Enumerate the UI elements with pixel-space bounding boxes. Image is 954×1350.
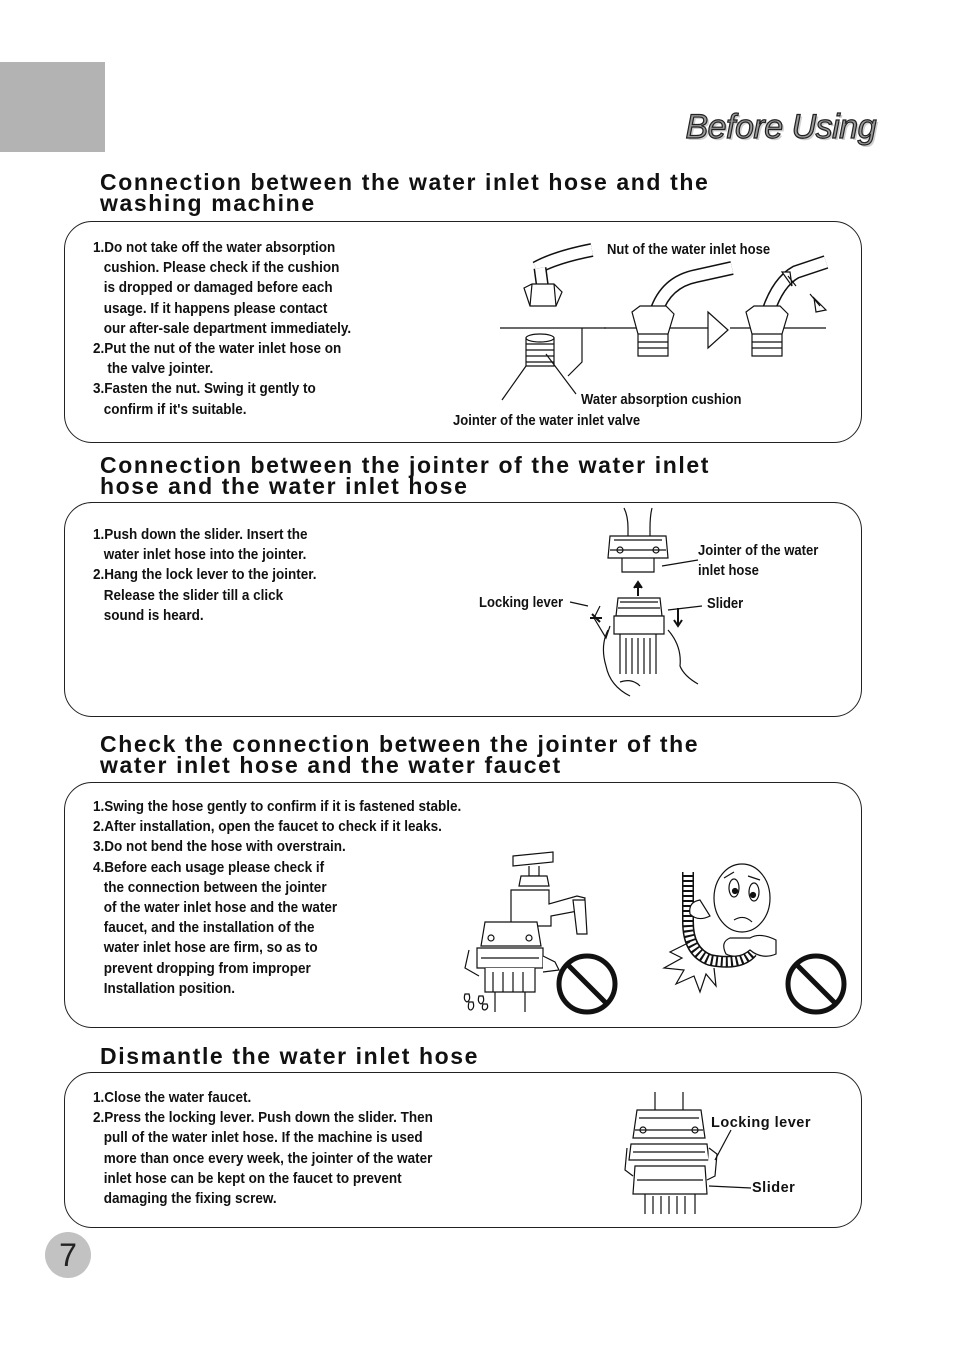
section-4-heading — [100, 1043, 480, 1069]
section-4-steps — [93, 1088, 433, 1209]
section-2-steps — [93, 525, 317, 626]
leaking-faucet-illustration — [455, 842, 625, 1017]
step-line: inlet hose can be kept on the faucet to prevent — [103, 1169, 402, 1187]
step-line: cushion. Please check if the cushion — [103, 259, 340, 277]
step-line: 1.Push down the slider. Insert the — [93, 526, 308, 543]
section-2-heading — [100, 452, 710, 499]
step-line: confirm if it's suitable. — [103, 400, 247, 418]
step-line: water inlet hose are firm, so as to — [103, 939, 318, 957]
section-1-heading-line-2: washing machine — [100, 190, 316, 216]
section-2-heading-line-2: hose and the water inlet hose — [100, 473, 469, 499]
step-line: 2.Press the locking lever. Push down the slider. Then — [93, 1109, 433, 1127]
step-line: Release the slider till a click — [103, 586, 284, 604]
hose-nut-illustration — [496, 242, 836, 392]
dismantle-jointer-illustration — [625, 1090, 755, 1218]
label-slider: Slider — [707, 596, 744, 612]
section-3-heading-line-2: water inlet hose and the water faucet — [100, 752, 562, 778]
step-line: our after-sale department immediately. — [103, 319, 352, 337]
step-line: the valve jointer. — [107, 360, 214, 378]
label-locking-lever-dismantle: Locking lever — [711, 1115, 811, 1131]
step-line: 2.Put the nut of the water inlet hose on — [93, 340, 342, 358]
step-line: 1.Do not take off the water absorption — [93, 239, 336, 256]
section-1-heading-line-1: Connection between the water inlet hose and the — [100, 169, 710, 195]
step-line: water inlet hose into the jointer. — [103, 546, 307, 564]
step-line: of the water inlet hose and the water — [103, 899, 338, 917]
step-line: damaging the fixing screw. — [103, 1190, 277, 1208]
section-3-heading-line-1: Check the connection between the jointer of the — [100, 731, 700, 757]
page-title: Before Using — [685, 108, 876, 146]
label-nut: Nut of the water inlet hose — [607, 242, 771, 258]
label-locking-lever: Locking lever — [479, 595, 564, 611]
step-line: 4.Before each usage please check if — [93, 858, 325, 876]
step-line: 2.After installation, open the faucet to check if it leaks. — [93, 818, 442, 836]
step-line: 1.Swing the hose gently to confirm if it is fastened stable. — [93, 798, 462, 815]
section-3-heading — [100, 731, 700, 778]
step-line: faucet, and the installation of the — [103, 919, 315, 937]
label-valve-jointer: Jointer of the water inlet valve — [453, 413, 641, 429]
jointer-insert-illustration — [570, 506, 710, 706]
step-line: 1.Close the water faucet. — [93, 1089, 252, 1106]
bent-hose-illustration — [660, 842, 850, 1017]
step-line: 3.Do not bend the hose with overstrain. — [93, 838, 346, 856]
label-jointer-line-1: Jointer of the water — [698, 543, 819, 559]
corner-tab-block — [0, 62, 105, 152]
step-line: 3.Fasten the nut. Swing it gently to — [93, 380, 316, 398]
step-line: Installation position. — [103, 979, 236, 997]
step-line: pull of the water inlet hose. If the machine is used — [103, 1129, 423, 1147]
section-2-heading-line-1: Connection between the jointer of the water inlet — [100, 452, 710, 478]
step-line: sound is heard. — [103, 606, 204, 624]
section-1-steps — [93, 238, 351, 420]
section-3-steps — [93, 797, 461, 999]
step-line: prevent dropping from improper — [103, 959, 311, 977]
page-number: 7 — [45, 1232, 91, 1278]
prohibited-icon-2 — [788, 956, 844, 1012]
step-line: is dropped or damaged before each — [103, 279, 333, 297]
prohibited-icon-1 — [559, 956, 615, 1012]
label-slider-dismantle: Slider — [752, 1180, 796, 1196]
section-4-heading-line-1: Dismantle the water inlet hose — [100, 1043, 480, 1069]
step-line: usage. If it happens please contact — [103, 299, 328, 317]
section-2-box — [64, 502, 862, 717]
label-cushion: Water absorption cushion — [581, 392, 742, 408]
step-line: 2.Hang the lock lever to the jointer. — [93, 566, 317, 584]
step-line: more than once every week, the jointer of the water — [103, 1149, 433, 1167]
step-line: the connection between the jointer — [103, 878, 327, 896]
label-jointer-line-2: inlet hose — [698, 563, 759, 579]
section-1-heading — [100, 169, 710, 216]
